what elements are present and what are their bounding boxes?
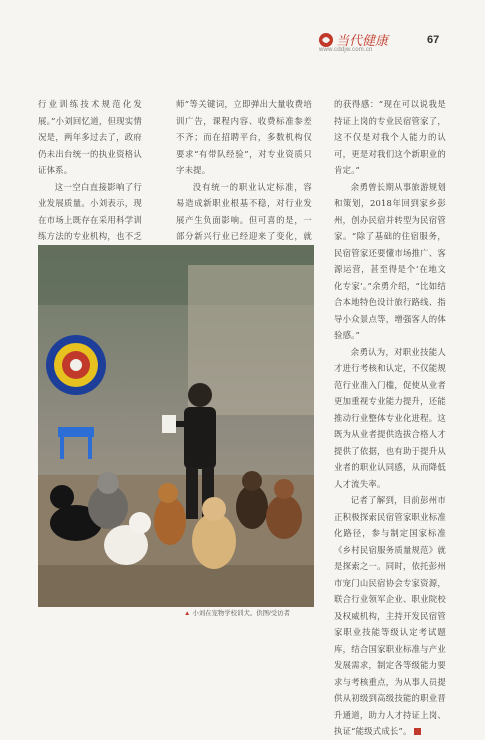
paragraph-text: 记者了解到，目前彭州市正积极探索民宿管家职业标准化路径，参与制定国家标准《乡村民宿服务质量规范》就是探索之一。同时，依托彭州市宠门山民宿协会专家资源，联合行业领军企业、职业院校及权威机构，主持开发民宿管家职业技能等级认定考试题库，结合国家职业标准与产业发展需求，制定各等级能力要求与考核重点，为从事人员提供从初级到高级技能的职业晋升通道，助力人才持证上岗、执证“能级式成长”。 bbox=[334, 495, 446, 736]
paragraph bbox=[334, 492, 446, 740]
site-url: www.cddjw.com.cn bbox=[319, 47, 373, 53]
article-end-mark bbox=[414, 728, 421, 735]
agility-target bbox=[46, 335, 106, 395]
photo-caption bbox=[184, 608, 290, 617]
caption-marker-icon: ▲ bbox=[184, 610, 191, 617]
paragraph: 没有统一的职业认定标准，容易造成新职业根基不稳，对行业发展产生负面影响。但可喜的是，一部分新兴行业已经迎来了变化，就 bbox=[176, 181, 312, 241]
paragraph: 余勇认为，对职业技能人才进行考核和认定，不仅能规范行业准入门槛，促使从业者更加重视专业能力提升，还能推动行业整体专业化进程。这既为从业者提供选拔合格人才提供了依据，也有助于提升从业者的职业认同感，从而降低人才流失率。 bbox=[334, 346, 446, 489]
text-column-right bbox=[334, 96, 446, 740]
paragraph: 师”等关键词，立即弹出大量收费培训广告，课程内容、收费标准参差不齐；而在招聘平台，多数机构仅要求“有带队经验”，对专业资质只字未提。 bbox=[176, 99, 312, 175]
paragraph: 行业训练技术规范化发展。”小刘回忆道，但现实情况是，两年多过去了，政府仍未出台统一的执业资格认证体系。 bbox=[38, 99, 142, 175]
paragraph: 这一空白直接影响了行业发展质量。小刘表示，现在市场上既存在采用科学训练方法的专业机构，也不乏 bbox=[38, 181, 142, 241]
dog-training-scene bbox=[38, 245, 314, 607]
paragraph: 的获得感：“现在可以说我是持证上岗的专业民宿管家了，这不仅是对我个人能力的认可，更是对我们这个新职业的肯定。” bbox=[334, 99, 446, 175]
paragraph: 余勇曾长期从事旅游规划和策划，2018年回到家乡彭州，创办民宿并转型为民宿管家。“除了基础的住宿服务，民宿管家还要懂市场推广、客源运营，甚至得是个‘在地文化专家’。”余勇介绍，“比如结合本地特色设计旅行路线、指导小众景点等，增强客人的体验感。” bbox=[334, 181, 446, 340]
article-photo bbox=[38, 245, 314, 607]
logo-text: 当代健康 bbox=[336, 34, 389, 49]
caption-text: 小刘在宠物学校训犬。供图/受访者 bbox=[192, 610, 290, 617]
page-number: 67 bbox=[427, 34, 440, 46]
page-header bbox=[317, 30, 477, 56]
